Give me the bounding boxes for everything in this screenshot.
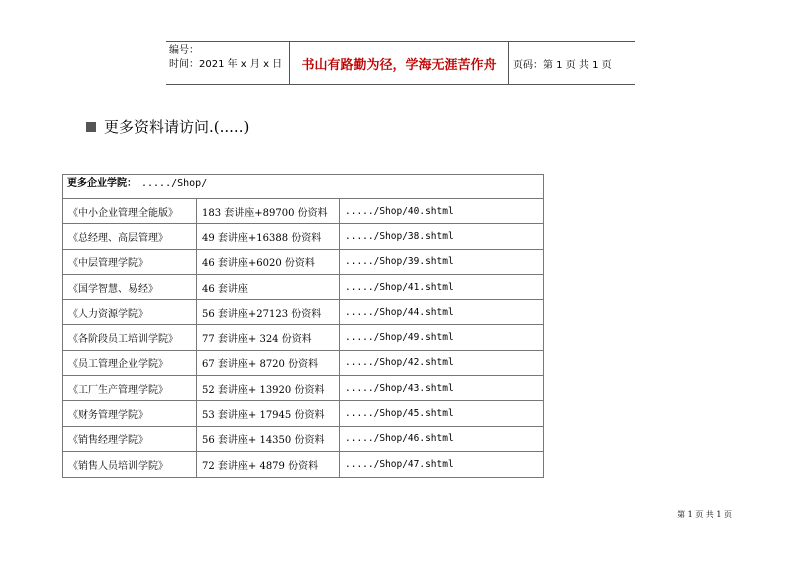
- course-name: 《财务管理学院》: [63, 401, 197, 425]
- table-row: [63, 224, 543, 249]
- catalog-title-url[interactable]: ...../Shop/: [141, 178, 208, 189]
- table-row: [63, 376, 543, 401]
- header-page-number: 页码：第 1 页 共 1 页: [513, 59, 612, 71]
- number-label: 编号：: [169, 45, 199, 56]
- catalog-table: [62, 174, 544, 478]
- notice-text: 更多资料请访问.(.....): [104, 118, 250, 136]
- table-row: [63, 452, 543, 477]
- course-count: 56 套讲座+27123 份资料: [197, 300, 340, 324]
- table-row: [63, 401, 543, 426]
- course-name: 《各阶段员工培训学院》: [63, 325, 197, 349]
- course-name: 《销售经理学院》: [63, 427, 197, 451]
- table-row: [63, 275, 543, 300]
- catalog-rows: [63, 199, 543, 477]
- table-row: [63, 199, 543, 224]
- course-url[interactable]: ...../Shop/46.shtml: [345, 433, 454, 445]
- course-url[interactable]: ...../Shop/39.shtml: [345, 256, 454, 268]
- course-url[interactable]: ...../Shop/40.shtml: [345, 205, 454, 217]
- course-count: 77 套讲座+ 324 份资料: [197, 325, 340, 349]
- course-count: 46 套讲座+6020 份资料: [197, 250, 340, 274]
- course-count: 56 套讲座+ 14350 份资料: [197, 427, 340, 451]
- course-name: 《员工管理企业学院》: [63, 351, 197, 375]
- header-motto: 书山有路勤为径，学海无涯苦作舟: [289, 42, 509, 84]
- course-count: 49 套讲座+16388 份资料: [197, 224, 340, 248]
- table-row: [63, 427, 543, 452]
- course-url[interactable]: ...../Shop/47.shtml: [345, 459, 454, 471]
- table-row: [63, 250, 543, 275]
- course-name: 《国学智慧、易经》: [63, 275, 197, 299]
- header-meta: [166, 42, 289, 84]
- course-url[interactable]: ...../Shop/44.shtml: [345, 306, 454, 318]
- bullet-square-icon: [86, 122, 96, 132]
- course-count: 53 套讲座+ 17945 份资料: [197, 401, 340, 425]
- course-count: 46 套讲座: [197, 275, 340, 299]
- course-name: 《工厂生产管理学院》: [63, 376, 197, 400]
- course-count: 67 套讲座+ 8720 份资料: [197, 351, 340, 375]
- course-url[interactable]: ...../Shop/42.shtml: [345, 357, 454, 369]
- course-count: 52 套讲座+ 13920 份资料: [197, 376, 340, 400]
- table-row: [63, 300, 543, 325]
- course-url[interactable]: ...../Shop/41.shtml: [345, 281, 454, 293]
- table-row: [63, 325, 543, 350]
- course-name: 《人力资源学院》: [63, 300, 197, 324]
- course-url[interactable]: ...../Shop/45.shtml: [345, 408, 454, 420]
- course-url[interactable]: ...../Shop/38.shtml: [345, 230, 454, 242]
- course-name: 《总经理、高层管理》: [63, 224, 197, 248]
- course-count: 72 套讲座+ 4879 份资料: [197, 452, 340, 477]
- notice-line: [86, 116, 249, 137]
- course-count: 183 套讲座+89700 份资料: [197, 199, 340, 223]
- course-name: 《销售人员培训学院》: [63, 452, 197, 477]
- course-url[interactable]: ...../Shop/49.shtml: [345, 332, 454, 344]
- catalog-title-label: 更多企业学院：: [67, 178, 137, 189]
- catalog-title: [63, 175, 543, 199]
- course-url[interactable]: ...../Shop/43.shtml: [345, 382, 454, 394]
- course-name: 《中小企业管理全能版》: [63, 199, 197, 223]
- table-row: [63, 351, 543, 376]
- document-header: [166, 41, 635, 85]
- page-footer: 第 1 页 共 1 页: [677, 510, 732, 519]
- course-name: 《中层管理学院》: [63, 250, 197, 274]
- time-label: 时间：2021 年 x 月 x 日: [169, 59, 283, 70]
